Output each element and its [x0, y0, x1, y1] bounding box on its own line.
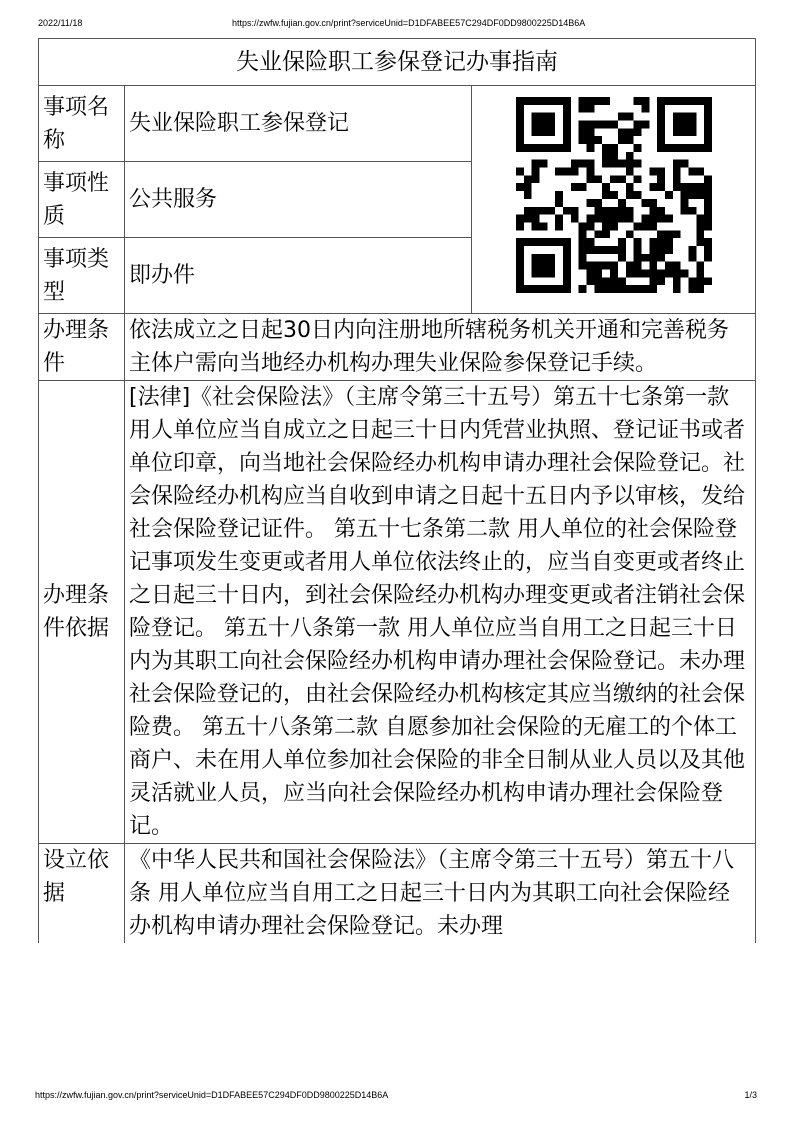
row-label-conditions: 办理条件: [39, 314, 125, 381]
row-value-item-nature: 公共服务: [125, 162, 472, 238]
table-row-condition-basis: [39, 381, 756, 844]
qr-code-icon: [516, 97, 712, 293]
row-label-item-name: 事项名称: [39, 86, 125, 162]
row-value-item-type: 即办件: [125, 238, 472, 314]
row-value-condition-basis: [法律]《社会保险法》（主席令第三十五号）第五十七条第一款 用人单位应当自成立之日起三十日内凭营业执照、登记证书或者单位印章，向当地社会保险经办机构申请办理社会保险登记。社会保险经办机构应当自收到申请之日起十五日内予以审核，发给社会保险登记证件。 第五十七条第二款 用人单位的社会保险登记事项发生变更或者用人单位依法终止的，应当自变更或者终止之日起三十日内，到社会保险经办机构办理变更或者注销社会保险登记。 第五十八条第一款 用人单位应当自用工之日起三十日内为其职工向社会保险经办机构申请办理社会保险登记。未办理社会保险登记的，由社会保险经办机构核定其应当缴纳的社会保险费。 第五十八条第二款 自愿参加社会保险的无雇工的个体工商户、未在用人单位参加社会保险的非全日制从业人员以及其他灵活就业人员，应当向社会保险经办机构申请办理社会保险登记。: [125, 381, 756, 844]
print-header: [0, 18, 793, 34]
service-guide-table: [38, 38, 756, 943]
row-value-legal-basis: 《中华人民共和国社会保险法》（主席令第三十五号）第五十八条 用人单位应当自用工之日起三十日内为其职工向社会保险经办机构申请办理社会保险登记。未办理: [125, 844, 756, 944]
row-value-conditions: 依法成立之日起30日内向注册地所辖税务机关开通和完善税务主体户需向当地经办机构办理失业保险参保登记手续。: [125, 314, 756, 381]
row-label-legal-basis: 设立依据: [39, 844, 125, 944]
document-title: 失业保险职工参保登记办事指南: [39, 39, 756, 86]
print-footer-url: https://zwfw.fujian.gov.cn/print?serviceUnid=D1DFABEE57C294DF0DD9800225D14B6A: [35, 1090, 389, 1100]
qr-code-cell: [472, 86, 756, 314]
row-label-item-nature: 事项性质: [39, 162, 125, 238]
table-row-conditions: [39, 314, 756, 381]
row-label-condition-basis: 办理条件依据: [39, 381, 125, 844]
row-label-item-type: 事项类型: [39, 238, 125, 314]
table-row-item-name: [39, 86, 756, 162]
print-footer: [0, 1090, 793, 1106]
page-number: 1/3: [744, 1090, 757, 1100]
table-row-legal-basis: [39, 844, 756, 944]
print-date: 2022/11/18: [38, 18, 83, 28]
row-value-item-name: 失业保险职工参保登记: [125, 86, 472, 162]
print-header-url: https://zwfw.fujian.gov.cn/print?serviceUnid=D1DFABEE57C294DF0DD9800225D14B6A: [232, 18, 586, 28]
